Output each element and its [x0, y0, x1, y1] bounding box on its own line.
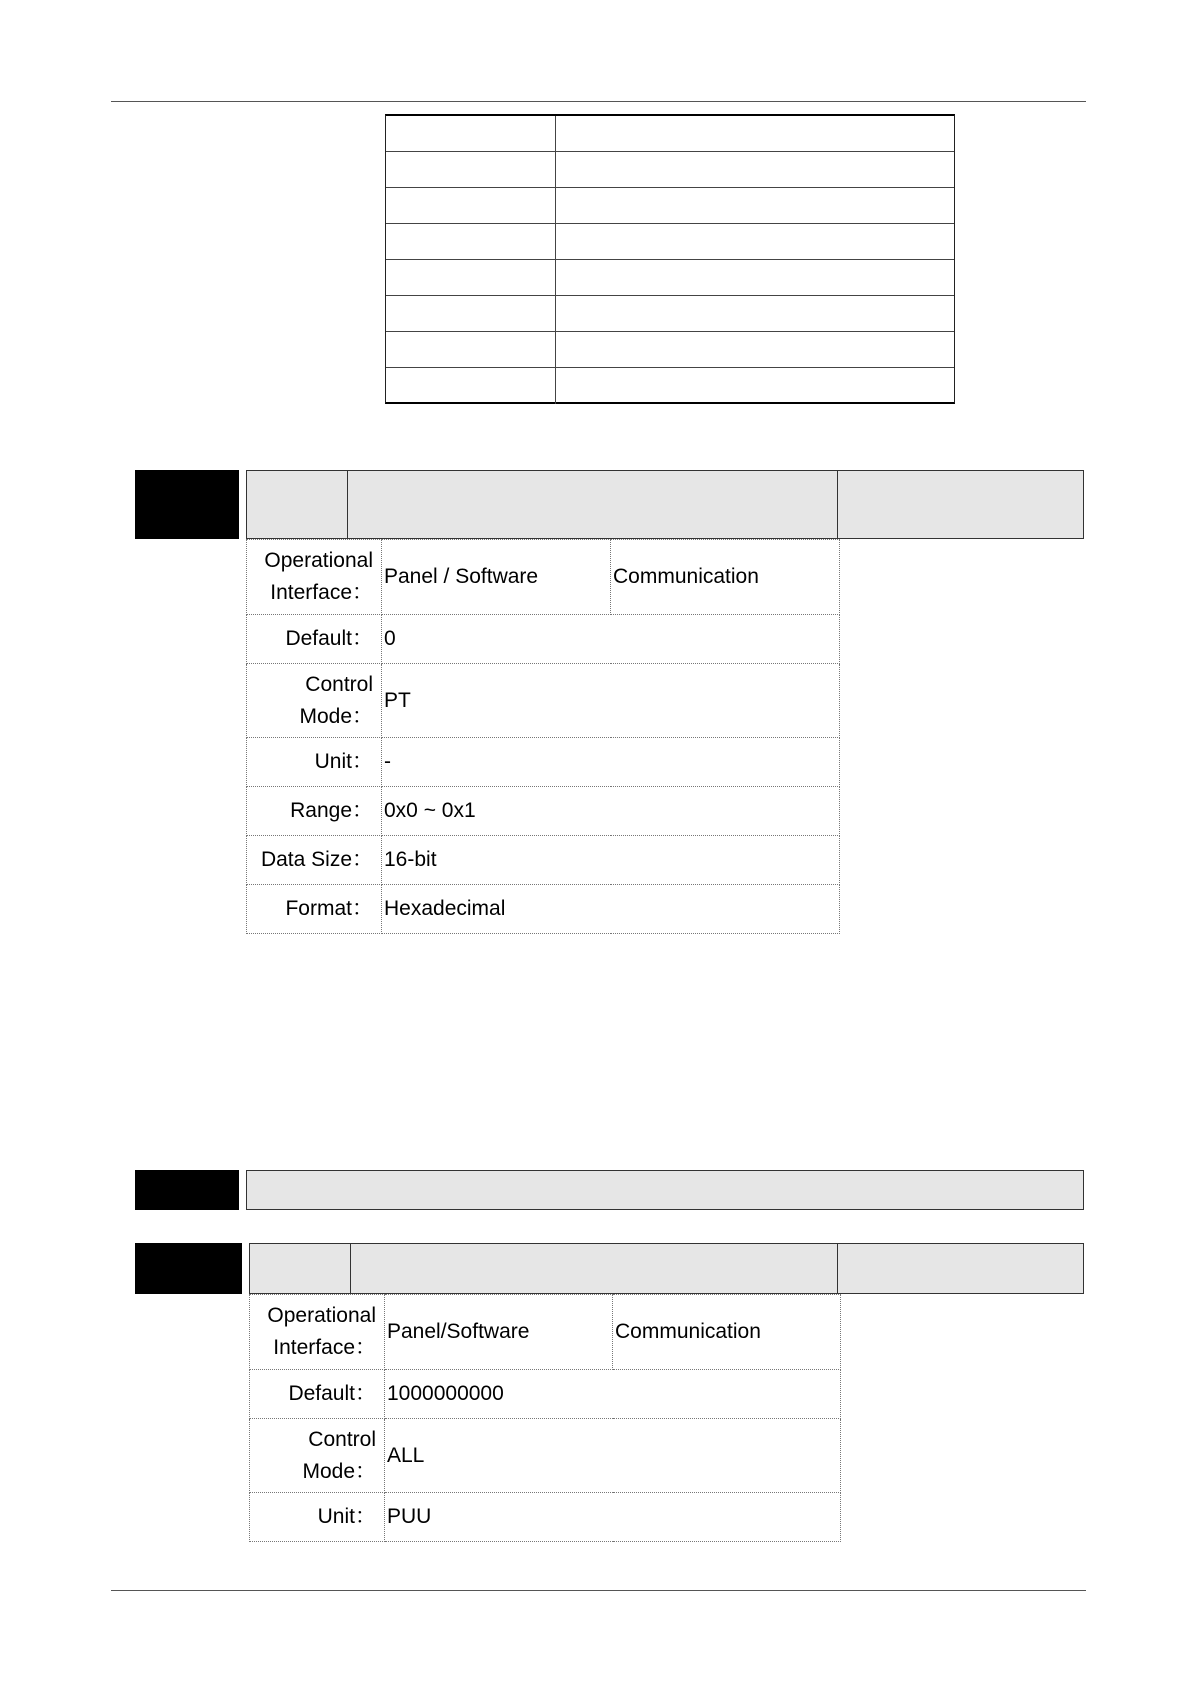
table-row [386, 332, 954, 368]
param1-interface-panel: Panel / Software [382, 540, 611, 615]
param2-interface-panel: Panel/Software [385, 1295, 613, 1370]
param1-control-mode-value: PT [382, 664, 840, 738]
table-row [386, 368, 954, 404]
table-row [386, 116, 954, 152]
table-row [386, 296, 954, 332]
param2-control-mode-label: Control Mode： [250, 1419, 385, 1493]
param2-default-label: Default： [250, 1370, 385, 1419]
param1-unit-label: Unit： [247, 738, 382, 787]
param1-interface-label: Operational Interface： [247, 540, 382, 615]
param1-table [246, 539, 840, 934]
param2-interface-label: Operational Interface： [250, 1295, 385, 1370]
header-rule [111, 101, 1086, 102]
table-row [247, 664, 840, 738]
blank-table [385, 114, 955, 404]
param2-interface-comm: Communication [613, 1295, 841, 1370]
table-row [247, 885, 840, 934]
param1-format-label: Format： [247, 885, 382, 934]
table-row [247, 615, 840, 664]
section-code-tag [135, 1170, 239, 1210]
table-row [386, 188, 954, 224]
table-row [250, 1370, 841, 1419]
footer-rule [111, 1590, 1086, 1591]
param2-code-tag [135, 1243, 242, 1294]
param1-code-tag [135, 470, 239, 539]
table-row [386, 224, 954, 260]
table-row [250, 1493, 841, 1542]
section-header-bar [246, 1170, 1084, 1210]
param1-unit-value: - [382, 738, 840, 787]
param1-data-size-label: Data Size： [247, 836, 382, 885]
table-row [386, 152, 954, 188]
param1-header-bar [246, 470, 1084, 539]
param2-unit-label: Unit： [250, 1493, 385, 1542]
table-row [250, 1419, 841, 1493]
param1-range-label: Range： [247, 787, 382, 836]
param2-control-mode-value: ALL [385, 1419, 841, 1493]
param1-interface-comm: Communication [611, 540, 840, 615]
param1-format-value: Hexadecimal [382, 885, 840, 934]
param1-data-size-value: 16-bit [382, 836, 840, 885]
table-row [247, 540, 840, 615]
param2-header-bar [249, 1243, 1084, 1294]
param2-unit-value: PUU [385, 1493, 841, 1542]
param2-table [249, 1294, 841, 1542]
table-row [247, 738, 840, 787]
param2-default-value: 1000000000 [385, 1370, 841, 1419]
param1-control-mode-label: Control Mode： [247, 664, 382, 738]
table-row [250, 1295, 841, 1370]
param1-default-value: 0 [382, 615, 840, 664]
param1-range-value: 0x0 ~ 0x1 [382, 787, 840, 836]
table-row [247, 787, 840, 836]
table-row [386, 260, 954, 296]
param1-default-label: Default： [247, 615, 382, 664]
table-row [247, 836, 840, 885]
